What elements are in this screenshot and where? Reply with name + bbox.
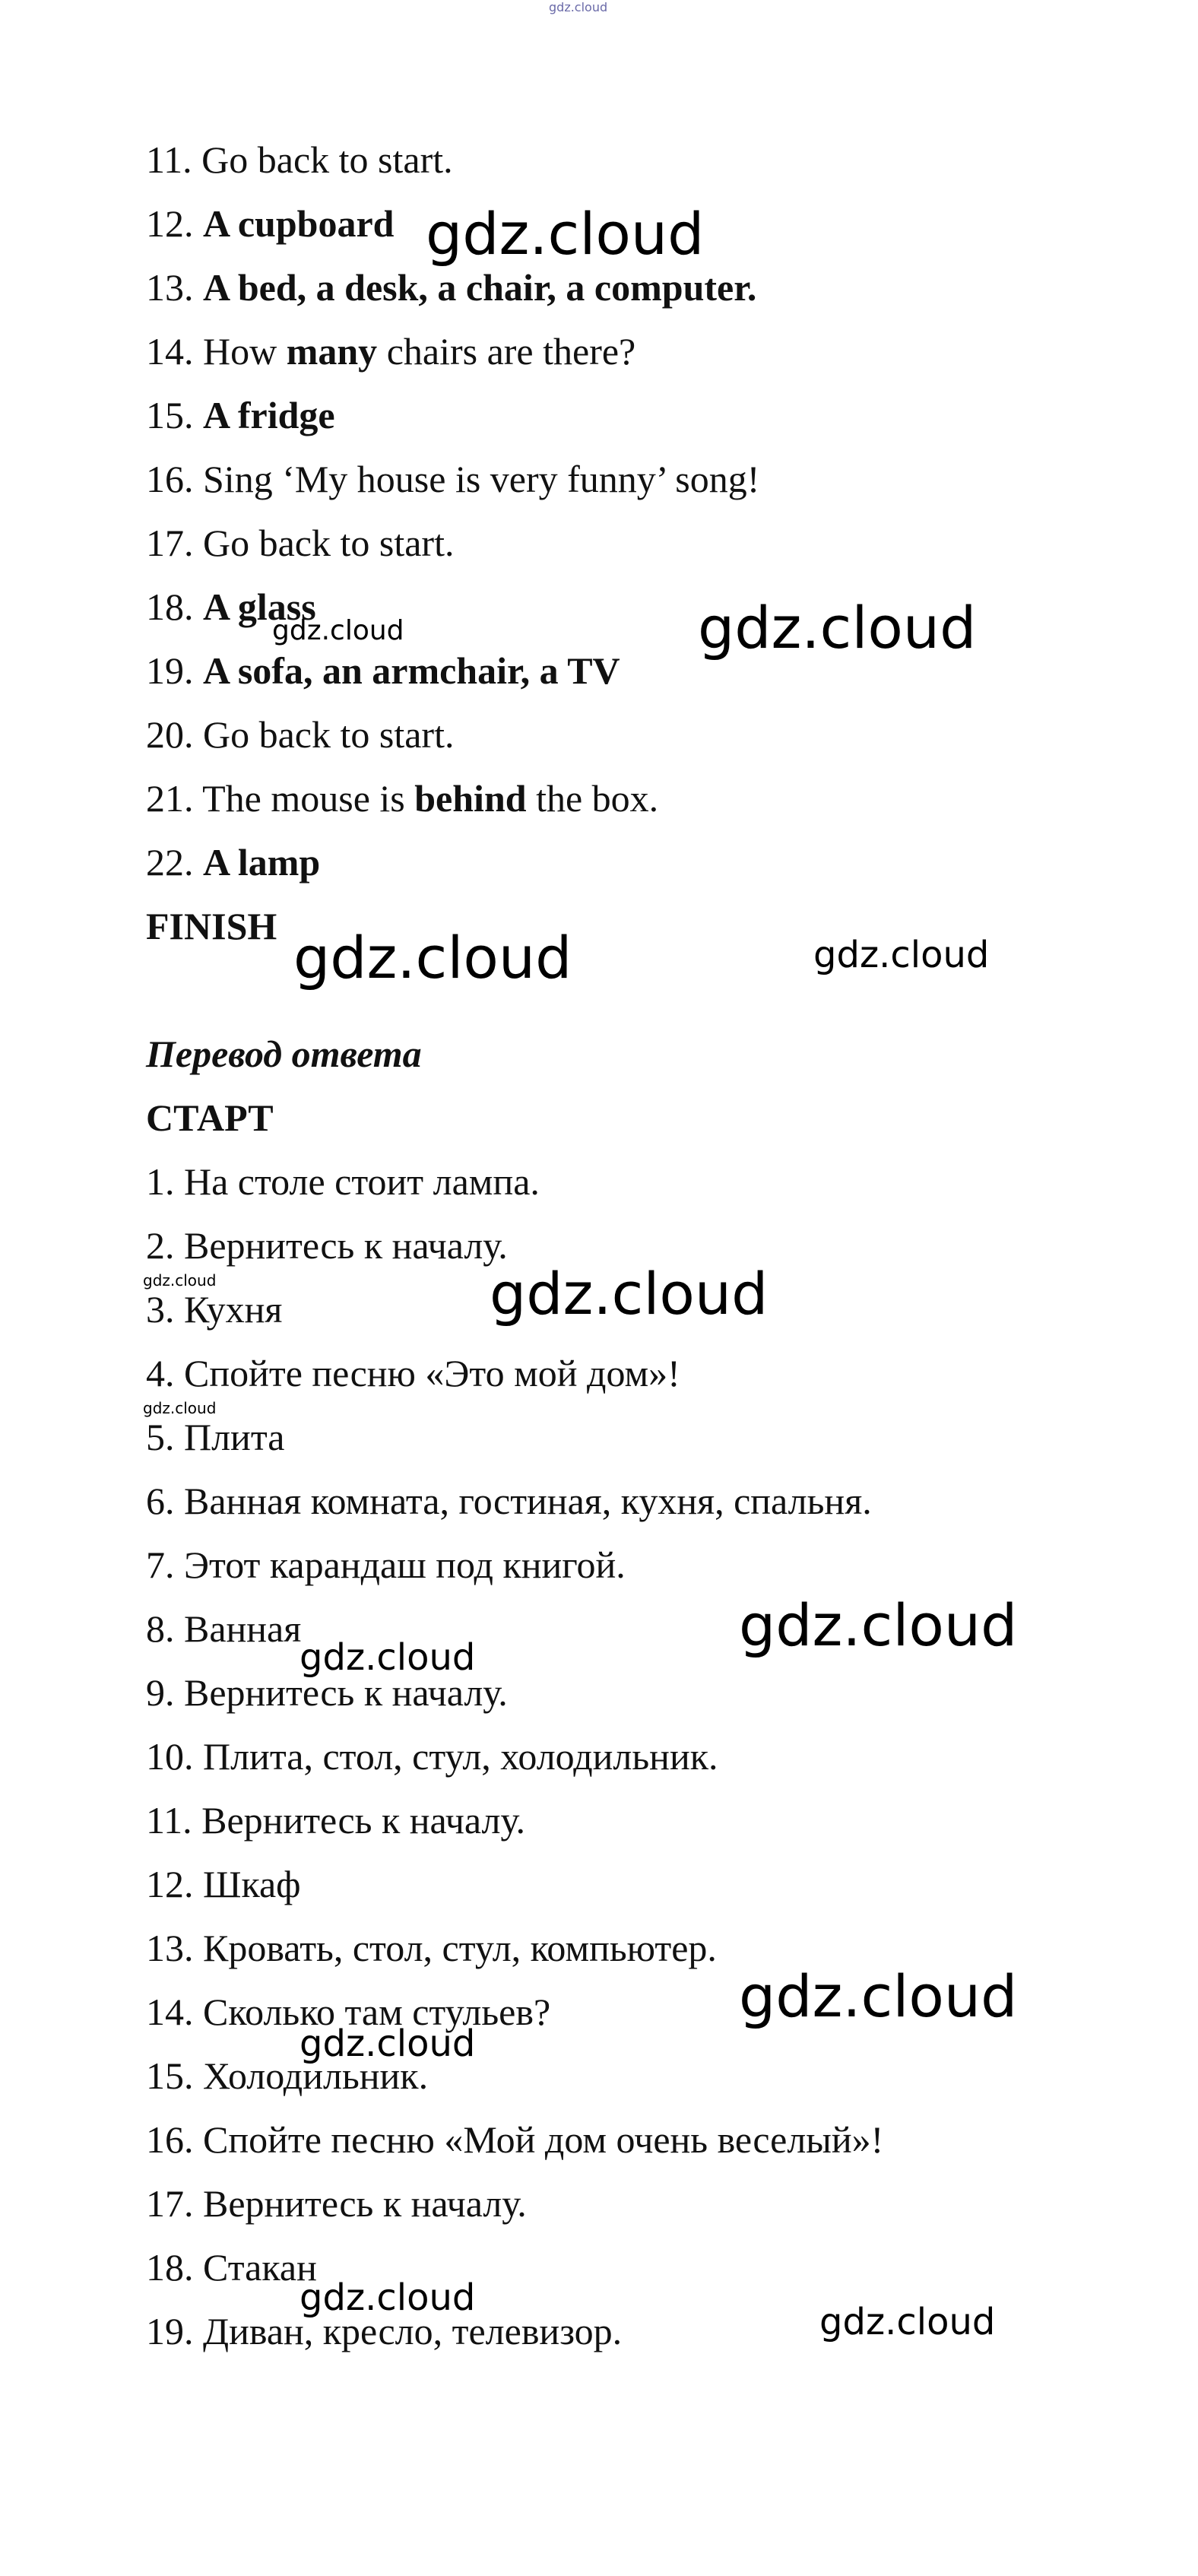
russian-item-1: 1. На столе стоит лампа.: [146, 1160, 540, 1203]
english-item-16: 16. Sing ‘My house is very funny’ song!: [146, 458, 760, 500]
translation-heading: Перевод ответа: [146, 1033, 422, 1075]
english-item-19: 19. A sofa, an armchair, a TV: [146, 649, 620, 692]
russian-item-13: 13. Кровать, стол, стул, компьютер.: [146, 1927, 717, 1969]
russian-item-7: 7. Этот карандаш под книгой.: [146, 1543, 626, 1586]
watermark: gdz.cloud: [143, 1399, 217, 1417]
english-item-18: 18. A glass: [146, 585, 316, 628]
watermark: gdz.cloud: [300, 1636, 476, 1679]
russian-item-19: 19. Диван, кресло, телевизор.: [146, 2310, 623, 2352]
english-item-11: 11. Go back to start.: [146, 138, 453, 181]
watermark: gdz.cloud: [300, 2276, 476, 2319]
russian-item-17: 17. Вернитесь к началу.: [146, 2182, 527, 2225]
english-item-14: 14. How many chairs are there?: [146, 330, 636, 373]
russian-item-3: 3. Кухня: [146, 1288, 283, 1331]
russian-item-6: 6. Ванная комната, гостиная, кухня, спальня.: [146, 1480, 872, 1522]
english-item-17: 17. Go back to start.: [146, 522, 455, 564]
watermark: gdz.cloud: [739, 1962, 1018, 2030]
russian-item-4: 4. Спойте песню «Это мой дом»!: [146, 1352, 680, 1394]
english-item-15: 15. A fridge: [146, 394, 335, 436]
russian-item-15: 15. Холодильник.: [146, 2054, 429, 2097]
watermark: gdz.cloud: [143, 1271, 217, 1290]
watermark: gdz.cloud: [739, 1591, 1018, 1659]
russian-item-5: 5. Плита: [146, 1416, 285, 1458]
russian-item-14: 14. Сколько там стульев?: [146, 1991, 551, 2033]
watermark: gdz.cloud: [300, 2022, 476, 2065]
russian-item-2: 2. Вернитесь к началу.: [146, 1224, 508, 1267]
russian-item-11: 11. Вернитесь к началу.: [146, 1799, 525, 1842]
russian-item-12: 12. Шкаф: [146, 1863, 301, 1905]
watermark: gdz.cloud: [490, 1260, 769, 1328]
watermark: gdz.cloud: [698, 594, 977, 661]
english-item-21: 21. The mouse is behind the box.: [146, 777, 659, 820]
watermark: gdz.cloud: [813, 934, 990, 976]
finish-label: FINISH: [146, 905, 277, 947]
watermark: gdz.cloud: [819, 2301, 996, 2343]
watermark: gdz.cloud: [426, 200, 705, 268]
start-label: СТАРТ: [146, 1096, 274, 1139]
watermark: gdz.cloud: [272, 615, 404, 646]
russian-item-16: 16. Спойте песню «Мой дом очень веселый»!: [146, 2118, 884, 2161]
english-item-12: 12. A cupboard: [146, 202, 395, 245]
english-item-20: 20. Go back to start.: [146, 713, 455, 756]
english-item-13: 13. A bed, a desk, a chair, a computer.: [146, 266, 757, 309]
russian-item-9: 9. Вернитесь к началу.: [146, 1671, 508, 1714]
watermark-top: gdz.cloud: [549, 0, 608, 14]
watermark: gdz.cloud: [293, 924, 572, 991]
russian-item-8: 8. Ванная: [146, 1607, 302, 1650]
russian-item-10: 10. Плита, стол, стул, холодильник.: [146, 1735, 718, 1778]
russian-item-18: 18. Стакан: [146, 2246, 317, 2289]
english-item-22: 22. A lamp: [146, 841, 321, 884]
